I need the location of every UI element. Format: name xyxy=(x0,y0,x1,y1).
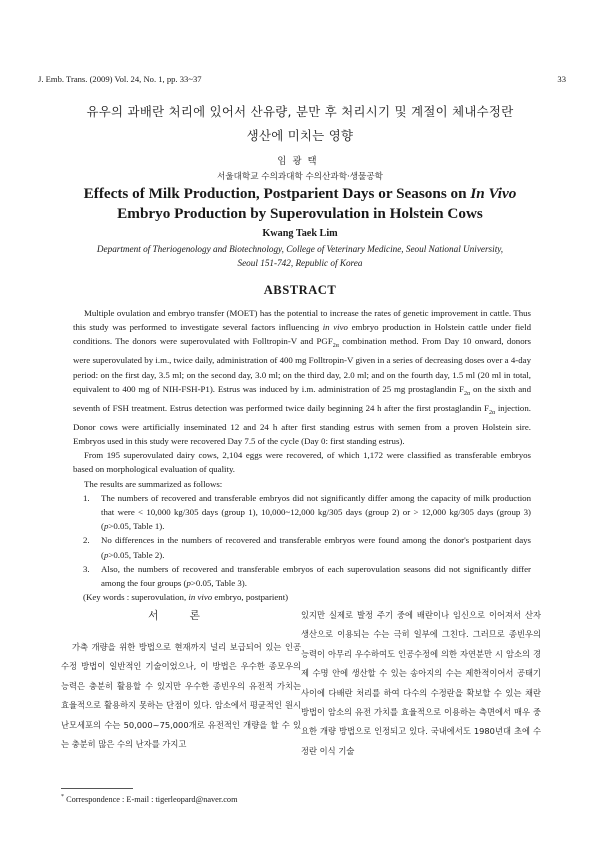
p-symbol: p xyxy=(103,549,109,560)
english-title-line-1 xyxy=(40,184,560,204)
english-title xyxy=(40,184,560,224)
result-text: >0.05, Table 3). xyxy=(190,577,247,588)
keywords-text: embryo, postparient) xyxy=(212,592,289,603)
footnote-marker: * xyxy=(61,794,64,800)
korean-title-line-1: 유우의 과배란 처리에 있어서 산유량, 분만 후 처리시기 및 계절이 체내수정란 xyxy=(86,104,514,119)
abstract-paragraph-1 xyxy=(73,306,531,448)
keywords xyxy=(73,590,531,604)
running-head xyxy=(38,74,566,84)
footnote-text: Correspondence : E-mail : tigerleopard@naver.com xyxy=(64,794,238,804)
abstract-italic: in vivo xyxy=(322,322,348,333)
korean-title-line-2: 생산에 미치는 영향 xyxy=(246,128,354,143)
result-item xyxy=(83,562,531,590)
footnote-divider xyxy=(61,788,133,789)
result-item xyxy=(83,533,531,561)
introduction-left-text: 가축 개량을 위한 방법으로 현재까지 널리 보급되어 있는 인공수정 방법이 일반적인 기술이었으나, 이 방법은 우수한 종모우의 능력은 충분히 활용할 수 있지만 우수한 종빈우의 유전적 가치는 효율적으로 활용하지 못하는 단점이 있다. 암소에서 평균적인 원시 난모세포의 수는 50,000~75,000개로 유전적인 개량을 할 수 있는 충분히 많은 수의 난자를 가지고 xyxy=(61,642,301,750)
korean-affiliation: 서울대학교 수의과대학 수의산과학·생물공학 xyxy=(217,172,383,182)
introduction-heading: 서 론 xyxy=(148,610,214,622)
english-author: Kwang Taek Lim xyxy=(262,228,338,239)
abstract-body xyxy=(73,306,531,604)
abstract-text: Multiple ovulation and embryo transfer (MOET) has the potential to increase the rates of genetic improvement in cattle. Thus this study was performed to investigate several factors influencing xyxy=(73,308,531,333)
journal-citation: J. Emb. Trans. (2009) Vol. 24, No. 1, pp. 33~37 xyxy=(38,74,202,84)
keywords-italic: in vivo xyxy=(188,592,213,603)
p-symbol: p xyxy=(103,521,109,532)
keywords-text: (Key words : superovulation, xyxy=(83,592,189,603)
results-list xyxy=(73,491,531,590)
p-symbol: p xyxy=(186,577,191,588)
result-text: >0.05, Table 1). xyxy=(108,521,165,532)
result-number: 2. xyxy=(83,535,90,546)
abstract-text: embryo production in Holstein cattle under field conditions. The donors were superovulated with Folltropin-V and PGF xyxy=(73,322,531,347)
english-affiliation xyxy=(50,242,550,270)
result-text: The numbers of recovered and transferable embryos did not significantly differ among the capacity of milk production that were < 10,000 kg/305 days (group 1), 10,000~12,000 kg/305 days (group 2) or > 12,000 kg/305 days (group 3) ( xyxy=(101,492,531,532)
english-title-italic: In Vivo xyxy=(470,185,517,202)
page-number: 33 xyxy=(557,74,566,84)
result-item xyxy=(83,491,531,534)
results-intro: The results are summarized as follows: xyxy=(84,478,223,489)
english-affiliation-line-1: Department of Theriogenology and Biotechnology, College of Veterinary Medicine, Seoul National University, xyxy=(96,244,504,254)
korean-author: 임광택 xyxy=(277,156,323,167)
korean-title xyxy=(40,100,560,148)
result-number: 3. xyxy=(83,563,90,574)
result-number: 1. xyxy=(83,492,90,503)
subscript: 2α xyxy=(489,409,496,416)
subscript: 2α xyxy=(464,390,471,397)
column-right xyxy=(301,606,541,761)
column-left xyxy=(61,604,301,754)
result-text: Also, the numbers of recovered and transferable embryos of each superovulation seasons did not significantly differ among the four groups ( xyxy=(101,563,531,588)
abstract-text: on the sixth and seventh of FSH treatment. Estrus detection was performed twice daily beginning 24 h after the first prostaglandin F xyxy=(73,383,531,413)
english-title-prefix: Effects of Milk Production, Postparient Days or Seasons on xyxy=(83,185,471,202)
english-title-line-2: Embryo Production by Superovulation in Holstein Cows xyxy=(117,205,483,222)
abstract-paragraph-2: From 195 superovulated dairy cows, 2,104 eggs were recovered, of which 1,172 were classified as transferable embryos based on morphological evaluation of quality. xyxy=(73,450,531,475)
abstract-text: injection. Donor cows were artificially inseminated 12 and 24 h after first standing estrus with semen from a proven Holstein sire. Embryos used in this study were recovered Day 7.5 of the cycle (Day 0: first standing estrus). xyxy=(73,402,531,446)
footnote xyxy=(61,794,238,804)
result-text: No differences in the numbers of recovered and transferable embryos were found among the donor's postparient days ( xyxy=(101,535,531,560)
result-text: >0.05, Table 2). xyxy=(108,549,165,560)
subscript: 2α xyxy=(332,343,339,350)
abstract-text: combination method. From Day 10 onward, donors were superovulated by i.m., twice daily, administration of 400 mg Folltropin-V given in a series of decreasing doses over a 4-day period: on the first day, 3.5 ml; on the second day, 3.0 ml; on the third day, 2.0 ml; and on the fourth day, 1.5 ml (20 ml in total, equivalent to 400 mg of NIH-FSH-P1). Estrus was induced by i.m. administration of 25 mg prostaglandin F xyxy=(73,336,531,394)
english-affiliation-line-2: Seoul 151-742, Republic of Korea xyxy=(237,258,363,268)
introduction-right-text: 있지만 실제로 발정 주기 중에 배란이나 임신으로 이어져서 산자 생산으로 이용되는 수는 극히 일부에 그친다. 그러므로 종빈우의 능력이 아무리 우수하여도 인공수정에 의한 자연분만 시 암소의 경제 수명 안에 생산할 수 있는 송아지의 수는 제한적이어서 공태기 사이에 다배란 처리를 하여 다수의 수정란을 확보할 수 있는 채란 방법이 암소의 유전 가치를 효율적으로 이용하는 측면에서 매우 중요한 개량 방법으로 인정되고 있다. 국내에서도 1980년대 초에 수정란 이식 기술 xyxy=(301,610,541,756)
abstract-heading: ABSTRACT xyxy=(263,283,337,297)
